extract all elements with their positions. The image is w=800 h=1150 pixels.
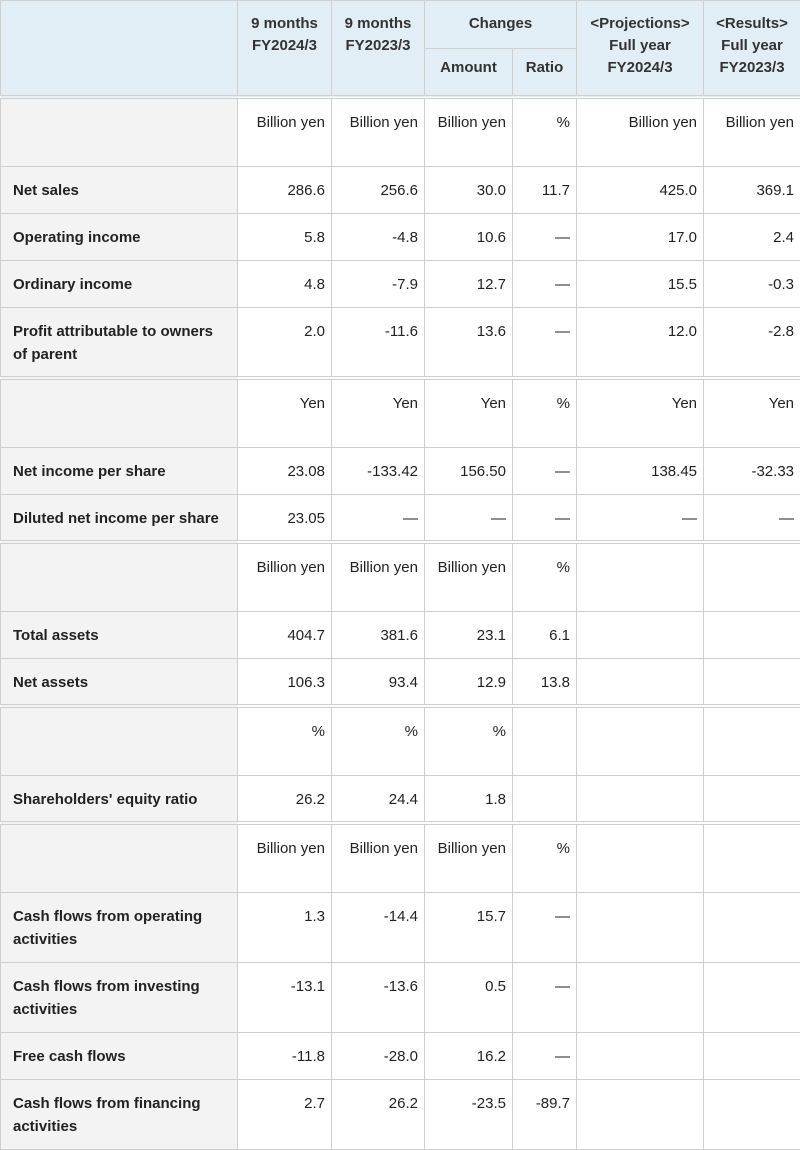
- value-cell: -14.4: [332, 893, 425, 963]
- value-cell: 425.0: [577, 167, 704, 214]
- row-label: Cash flows from investing activities: [1, 963, 238, 1033]
- value-cell: —: [513, 261, 577, 308]
- header-9m-fy2024: 9 months FY2024/3: [238, 1, 332, 97]
- value-cell: [704, 963, 800, 1033]
- unit-cell: Billion yen: [238, 823, 332, 893]
- value-cell: —: [332, 495, 425, 542]
- value-cell: -13.1: [238, 963, 332, 1033]
- header-results: <Results> Full year FY2023/3: [704, 1, 800, 97]
- unit-cell: Billion yen: [425, 542, 513, 612]
- header-projections: <Projections> Full year FY2024/3: [577, 1, 704, 97]
- row-label: Operating income: [1, 214, 238, 261]
- table-body: [1, 97, 800, 1150]
- unit-cell: Billion yen: [704, 97, 800, 167]
- value-cell: 138.45: [577, 448, 704, 495]
- unit-cell: %: [513, 823, 577, 893]
- value-cell: [577, 612, 704, 659]
- row-label: Net assets: [1, 659, 238, 706]
- value-cell: 15.7: [425, 893, 513, 963]
- unit-row-label: [1, 823, 238, 893]
- unit-row: [1, 823, 800, 893]
- table-row: [1, 893, 800, 963]
- value-cell: -4.8: [332, 214, 425, 261]
- value-cell: 13.6: [425, 308, 513, 378]
- value-cell: 2.4: [704, 214, 800, 261]
- value-cell: [704, 1080, 800, 1150]
- unit-cell: Billion yen: [332, 97, 425, 167]
- unit-row-label: [1, 542, 238, 612]
- value-cell: —: [513, 495, 577, 542]
- unit-cell: [704, 542, 800, 612]
- value-cell: 4.8: [238, 261, 332, 308]
- value-cell: 369.1: [704, 167, 800, 214]
- value-cell: —: [513, 1033, 577, 1080]
- value-cell: 26.2: [238, 776, 332, 823]
- value-cell: 15.5: [577, 261, 704, 308]
- unit-row: [1, 378, 800, 448]
- value-cell: -28.0: [332, 1033, 425, 1080]
- unit-cell: Yen: [577, 378, 704, 448]
- value-cell: -7.9: [332, 261, 425, 308]
- value-cell: 30.0: [425, 167, 513, 214]
- unit-cell: %: [513, 97, 577, 167]
- row-label: Net sales: [1, 167, 238, 214]
- table-row: [1, 214, 800, 261]
- unit-row-label: [1, 706, 238, 776]
- value-cell: 26.2: [332, 1080, 425, 1150]
- value-cell: 2.7: [238, 1080, 332, 1150]
- value-cell: [577, 963, 704, 1033]
- value-cell: -11.6: [332, 308, 425, 378]
- unit-cell: Yen: [425, 378, 513, 448]
- unit-row: [1, 542, 800, 612]
- value-cell: -0.3: [704, 261, 800, 308]
- unit-cell: Billion yen: [332, 823, 425, 893]
- value-cell: 23.1: [425, 612, 513, 659]
- row-label: Ordinary income: [1, 261, 238, 308]
- value-cell: —: [513, 308, 577, 378]
- row-label: Profit attributable to owners of parent: [1, 308, 238, 378]
- table-row: [1, 659, 800, 706]
- unit-cell: Billion yen: [425, 97, 513, 167]
- value-cell: 12.9: [425, 659, 513, 706]
- header-changes: Changes: [425, 1, 577, 49]
- value-cell: -11.8: [238, 1033, 332, 1080]
- row-label: Cash flows from financing activities: [1, 1080, 238, 1150]
- unit-cell: [577, 542, 704, 612]
- table-row: [1, 261, 800, 308]
- value-cell: —: [704, 495, 800, 542]
- value-cell: 17.0: [577, 214, 704, 261]
- unit-row-label: [1, 97, 238, 167]
- unit-cell: Yen: [332, 378, 425, 448]
- value-cell: [577, 1080, 704, 1150]
- value-cell: [704, 612, 800, 659]
- unit-cell: %: [332, 706, 425, 776]
- value-cell: 256.6: [332, 167, 425, 214]
- value-cell: -13.6: [332, 963, 425, 1033]
- value-cell: —: [513, 214, 577, 261]
- unit-cell: Billion yen: [238, 97, 332, 167]
- row-label: Total assets: [1, 612, 238, 659]
- value-cell: —: [425, 495, 513, 542]
- unit-row: [1, 706, 800, 776]
- value-cell: -89.7: [513, 1080, 577, 1150]
- unit-cell: %: [513, 542, 577, 612]
- unit-cell: Billion yen: [238, 542, 332, 612]
- header-blank: [1, 1, 238, 97]
- value-cell: 5.8: [238, 214, 332, 261]
- value-cell: 6.1: [513, 612, 577, 659]
- unit-cell: Billion yen: [425, 823, 513, 893]
- value-cell: 2.0: [238, 308, 332, 378]
- header-ratio: Ratio: [513, 49, 577, 97]
- value-cell: [577, 659, 704, 706]
- table-row: [1, 308, 800, 378]
- row-label: Shareholders' equity ratio: [1, 776, 238, 823]
- table-row: [1, 776, 800, 823]
- row-label: Net income per share: [1, 448, 238, 495]
- value-cell: [577, 893, 704, 963]
- value-cell: -32.33: [704, 448, 800, 495]
- row-label: Diluted net income per share: [1, 495, 238, 542]
- unit-cell: Yen: [238, 378, 332, 448]
- value-cell: 381.6: [332, 612, 425, 659]
- unit-cell: [513, 706, 577, 776]
- value-cell: 0.5: [425, 963, 513, 1033]
- unit-row-label: [1, 378, 238, 448]
- row-label: Free cash flows: [1, 1033, 238, 1080]
- value-cell: 404.7: [238, 612, 332, 659]
- unit-cell: [577, 706, 704, 776]
- table-row: [1, 448, 800, 495]
- table-row: [1, 495, 800, 542]
- unit-cell: [577, 823, 704, 893]
- value-cell: 286.6: [238, 167, 332, 214]
- unit-cell: Yen: [704, 378, 800, 448]
- value-cell: 10.6: [425, 214, 513, 261]
- header-9m-fy2023: 9 months FY2023/3: [332, 1, 425, 97]
- value-cell: —: [513, 893, 577, 963]
- table-row: [1, 1080, 800, 1150]
- header-amount: Amount: [425, 49, 513, 97]
- value-cell: —: [513, 963, 577, 1033]
- value-cell: 13.8: [513, 659, 577, 706]
- value-cell: 23.05: [238, 495, 332, 542]
- value-cell: [577, 776, 704, 823]
- table-row: [1, 612, 800, 659]
- value-cell: 1.8: [425, 776, 513, 823]
- value-cell: —: [513, 448, 577, 495]
- value-cell: [704, 659, 800, 706]
- row-label: Cash flows from operating activities: [1, 893, 238, 963]
- table-row: [1, 963, 800, 1033]
- value-cell: 16.2: [425, 1033, 513, 1080]
- unit-cell: %: [513, 378, 577, 448]
- value-cell: -23.5: [425, 1080, 513, 1150]
- value-cell: [704, 1033, 800, 1080]
- value-cell: 1.3: [238, 893, 332, 963]
- value-cell: -133.42: [332, 448, 425, 495]
- value-cell: [513, 776, 577, 823]
- table-header: [1, 1, 800, 97]
- value-cell: 12.7: [425, 261, 513, 308]
- unit-cell: [704, 706, 800, 776]
- unit-cell: Billion yen: [577, 97, 704, 167]
- value-cell: [704, 776, 800, 823]
- unit-cell: [704, 823, 800, 893]
- value-cell: 156.50: [425, 448, 513, 495]
- value-cell: [577, 1033, 704, 1080]
- unit-cell: %: [238, 706, 332, 776]
- value-cell: —: [577, 495, 704, 542]
- value-cell: 24.4: [332, 776, 425, 823]
- value-cell: 23.08: [238, 448, 332, 495]
- value-cell: 93.4: [332, 659, 425, 706]
- value-cell: 106.3: [238, 659, 332, 706]
- unit-cell: %: [425, 706, 513, 776]
- value-cell: 11.7: [513, 167, 577, 214]
- table-row: [1, 1033, 800, 1080]
- value-cell: -2.8: [704, 308, 800, 378]
- value-cell: 12.0: [577, 308, 704, 378]
- unit-cell: Billion yen: [332, 542, 425, 612]
- value-cell: [704, 893, 800, 963]
- unit-row: [1, 97, 800, 167]
- table-row: [1, 167, 800, 214]
